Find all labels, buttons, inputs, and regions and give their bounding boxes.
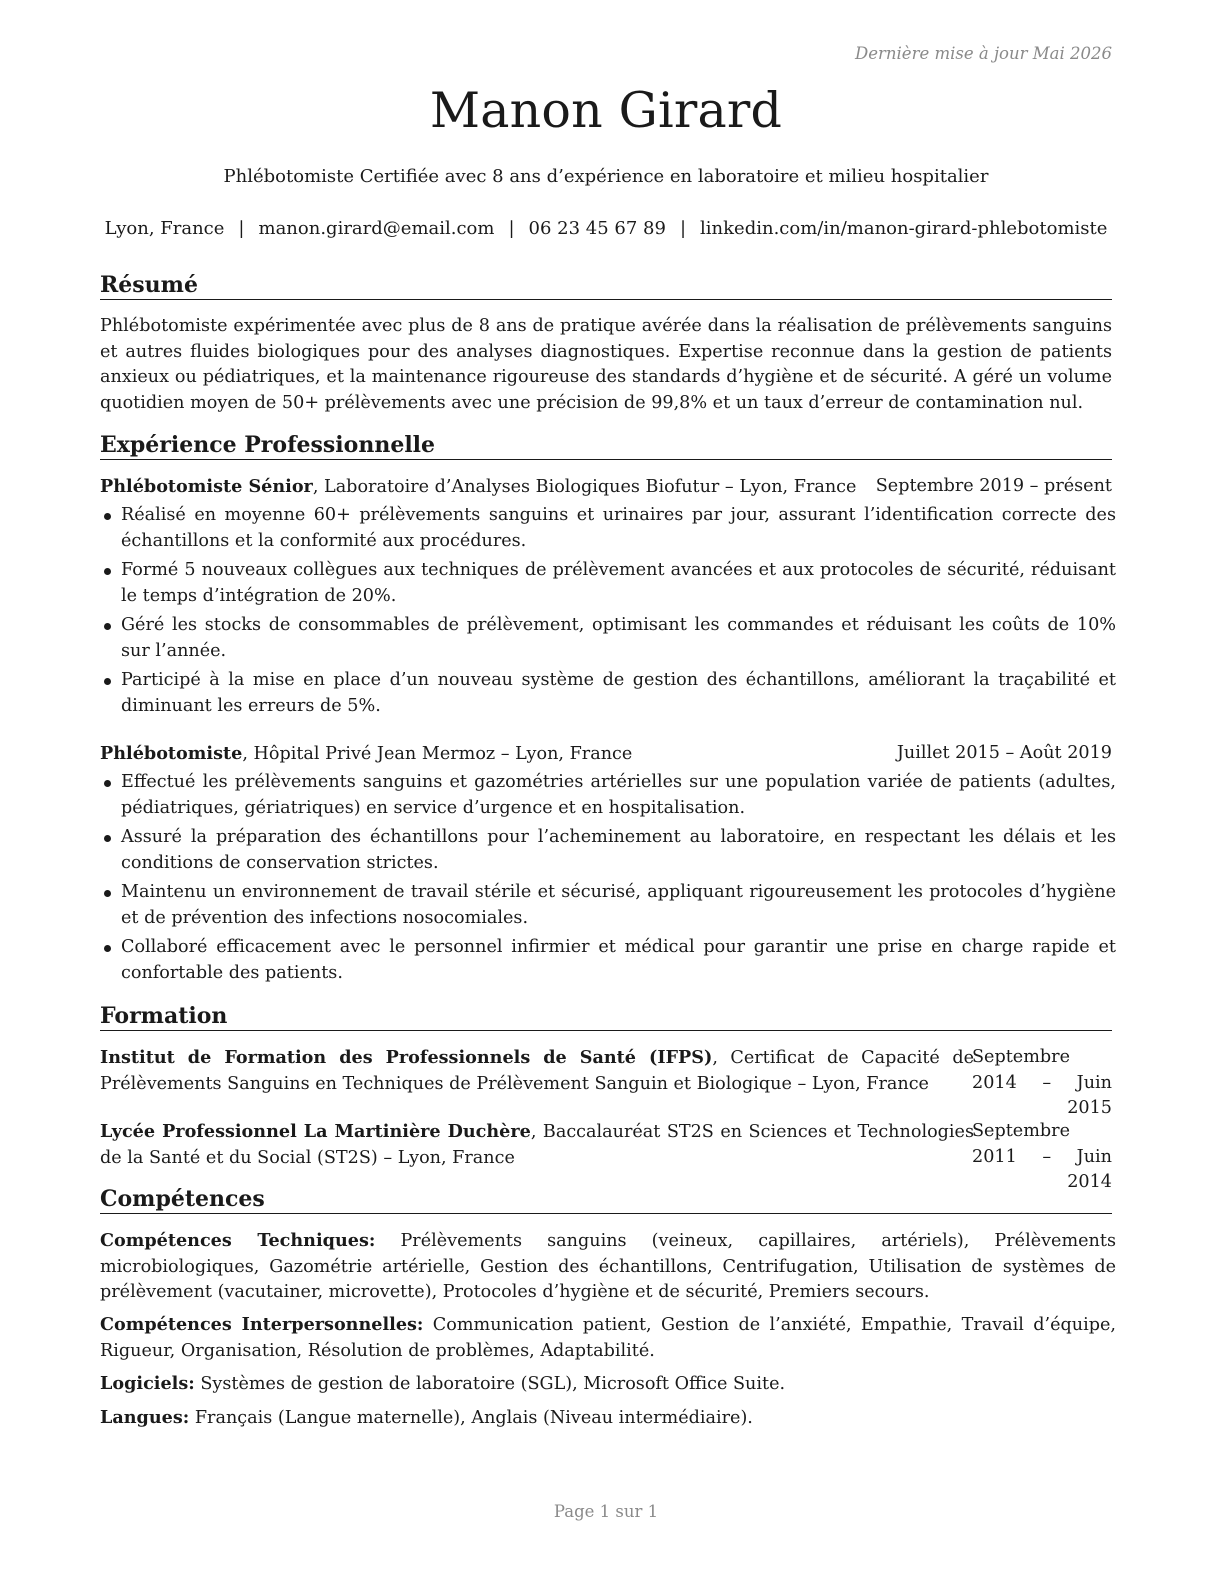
job-header [100, 741, 1112, 768]
skill-row [100, 1405, 1116, 1432]
skill-row [100, 1228, 1116, 1306]
list-item: Assuré la préparation des échantillons pour l’acheminement au laboratoire, en respectant les délais et les conditions de conservation strictes. [100, 825, 1116, 876]
contact-email[interactable]: manon.girard@email.com [258, 218, 495, 239]
skill-value: Français (Langue maternelle), Anglais (Niveau intermédiaire). [189, 1408, 753, 1428]
education-school: Institut de Formation des Professionnels de Santé (IFPS) [100, 1047, 713, 1068]
skill-label: Logiciels: [100, 1373, 195, 1394]
section-title-experience: Expérience Professionnelle [100, 432, 1112, 460]
list-item: Collaboré efficacement avec le personnel infirmier et médical pour garantir une prise en charge rapide et confortable des patients. [100, 935, 1116, 986]
job-header [100, 474, 1112, 501]
candidate-name: Manon Girard [429, 82, 783, 139]
job-employer: , Hôpital Privé Jean Mermoz – Lyon, France [242, 744, 633, 764]
summary-text: Phlébotomiste expérimentée avec plus de 8 ans de pratique avérée dans la réalisation de prélèvements sanguins et autres fluides biologiques pour des analyses diagnostiques. Expertise reconnue dans la gestion de patients anxieux ou pédiatriques, et la maintenance rigoureuse des standards d’hygiène et de sécurité. A géré un volume quotidien moyen de 50+ prélèvements avec une précision de 99,8% et un taux d’erreur de contamination nul. [100, 316, 1112, 413]
skill-row [100, 1371, 1116, 1398]
section-title-education: Formation [100, 1003, 1112, 1031]
skill-value: Communication patient, Gestion de l’anxiété, Empathie, Travail d’équipe, Rigueur, Organisation, Résolution de problèmes, Adaptabilité. [100, 1315, 1117, 1361]
job-role: Phlébotomiste [100, 743, 243, 764]
section-title-skills: Compétences [100, 1186, 1112, 1214]
job-employer: , Laboratoire d’Analyses Biologiques Biofutur – Lyon, France [312, 477, 857, 497]
skill-label: Langues: [100, 1407, 190, 1428]
last-updated: Dernière mise à jour Mai 2026 [855, 44, 1112, 63]
skill-value: Systèmes de gestion de laboratoire (SGL), Microsoft Office Suite. [194, 1374, 786, 1394]
job-bullets [100, 770, 1116, 990]
skill-value: Prélèvements sanguins (veineux, capillaires, artériels), Prélèvements microbiologiques, Gazométrie artérielle, Gestion des échantillons, Centrifugation, Utilisation de systèmes de prélèvement (vacutainer, microvette), Protocoles d’hygiène et de sécurité, Premiers secours. [100, 1231, 1116, 1302]
contact-separator: | [508, 218, 515, 239]
page-number: Page 1 sur 1 [553, 1502, 659, 1521]
list-item: Géré les stocks de consommables de prélèvement, optimisant les commandes et réduisant les coûts de 10% sur l’année. [100, 613, 1116, 664]
list-item: Participé à la mise en place d’un nouveau système de gestion des échantillons, améliorant la traçabilité et diminuant les erreurs de 5%. [100, 668, 1116, 719]
education-description [100, 1119, 974, 1171]
headline: Phlébotomiste Certifiée avec 8 ans d’expérience en laboratoire et milieu hospitalier [223, 166, 989, 187]
job-bullets [100, 503, 1116, 723]
education-dates: Septembre 2014 – Juin 2015 [972, 1047, 1112, 1118]
skill-label: Compétences Techniques: [100, 1230, 376, 1251]
contact-line [70, 218, 1142, 239]
job-dates: Juillet 2015 – Août 2019 [896, 743, 1112, 763]
contact-phone[interactable]: 06 23 45 67 89 [528, 218, 666, 239]
list-item: Effectué les prélèvements sanguins et gazométries artérielles sur une population variée de patients (adultes, pédiatriques, gériatriques) en service d’urgence et en hospitalisation. [100, 770, 1116, 821]
education-school: Lycée Professionnel La Martinière Duchère [100, 1121, 531, 1142]
education-detail: , Certificat de Capacité de Prélèvements Sanguins en Techniques de Prélèvement Sanguin et Biologique – Lyon, France [100, 1048, 974, 1094]
resume-page [100, 0, 1117, 1584]
contact-linkedin[interactable]: linkedin.com/in/manon-girard-phlebotomiste [700, 218, 1108, 239]
contact-separator: | [238, 218, 245, 239]
list-item: Maintenu un environnement de travail stérile et sécurisé, appliquant rigoureusement les protocoles d’hygiène et de prévention des infections nosocomiales. [100, 880, 1116, 931]
skill-row [100, 1312, 1116, 1364]
job-role: Phlébotomiste Sénior [100, 476, 313, 497]
contact-location: Lyon, France [104, 218, 225, 239]
skill-label: Compétences Interpersonnelles: [100, 1314, 424, 1335]
section-title-summary: Résumé [100, 272, 1112, 300]
education-description [100, 1045, 974, 1097]
contact-separator: | [679, 218, 687, 239]
list-item: Formé 5 nouveaux collègues aux techniques de prélèvement avancées et aux protocoles de sécurité, réduisant le temps d’intégration de 20%. [100, 558, 1116, 609]
education-detail: , Baccalauréat ST2S en Sciences et Technologies de la Santé et du Social (ST2S) – Lyon, France [100, 1122, 974, 1168]
job-dates: Septembre 2019 – présent [875, 476, 1112, 496]
education-dates: Septembre 2011 – Juin 2014 [972, 1121, 1112, 1192]
list-item: Réalisé en moyenne 60+ prélèvements sanguins et urinaires par jour, assurant l’identification correcte des échantillons et la conformité aux procédures. [100, 503, 1116, 554]
